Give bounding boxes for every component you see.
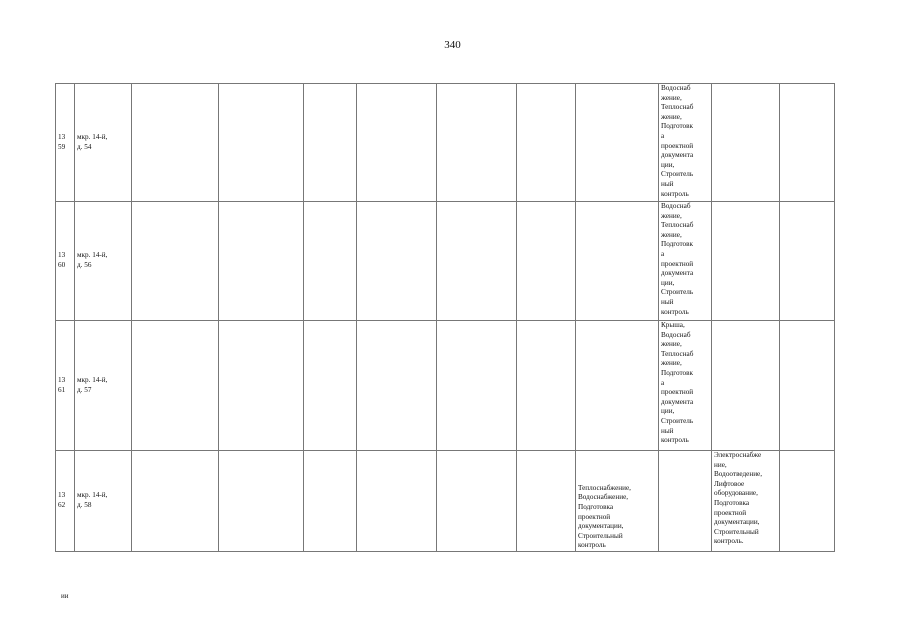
works-cell bbox=[712, 202, 780, 321]
empty-cell bbox=[517, 451, 576, 552]
empty-cell bbox=[357, 321, 437, 451]
address-cell: мкр. 14-й, д. 58 bbox=[75, 451, 132, 552]
empty-cell bbox=[132, 84, 219, 202]
works-cell bbox=[712, 84, 780, 202]
empty-cell bbox=[132, 321, 219, 451]
empty-cell bbox=[304, 451, 357, 552]
row-number: 13 60 bbox=[56, 202, 75, 321]
empty-cell bbox=[304, 202, 357, 321]
table-row bbox=[56, 202, 835, 321]
empty-cell bbox=[780, 321, 835, 451]
empty-cell bbox=[304, 321, 357, 451]
empty-cell bbox=[437, 321, 517, 451]
works-cell: Крыша, Водоснаб жение, Теплоснаб жение, Подготовк а проектной документа ции, Строитель ный контроль bbox=[659, 321, 712, 451]
empty-cell bbox=[132, 202, 219, 321]
works-cell bbox=[576, 321, 659, 451]
empty-cell bbox=[304, 84, 357, 202]
address-cell: мкр. 14-й, д. 57 bbox=[75, 321, 132, 451]
works-cell bbox=[576, 202, 659, 321]
empty-cell bbox=[517, 202, 576, 321]
empty-cell bbox=[219, 451, 304, 552]
footer-mark: ии bbox=[61, 592, 69, 600]
row-number: 13 59 bbox=[56, 84, 75, 202]
empty-cell bbox=[357, 84, 437, 202]
empty-cell bbox=[357, 202, 437, 321]
works-cell: Теплоснабжение, Водоснабжение, Подготовка проектной документации, Строительный контроль bbox=[576, 451, 659, 552]
table-row bbox=[56, 321, 835, 451]
empty-cell bbox=[357, 451, 437, 552]
empty-cell bbox=[132, 451, 219, 552]
works-cell bbox=[659, 451, 712, 552]
address-cell: мкр. 14-й, д. 54 bbox=[75, 84, 132, 202]
empty-cell bbox=[780, 84, 835, 202]
works-cell: Водоснаб жение, Теплоснаб жение, Подготовк а проектной документа ции, Строитель ный контроль bbox=[659, 202, 712, 321]
table-row bbox=[56, 451, 835, 552]
empty-cell bbox=[517, 84, 576, 202]
empty-cell bbox=[517, 321, 576, 451]
works-table bbox=[55, 83, 835, 552]
works-cell: Водоснаб жение, Теплоснаб жение, Подготовк а проектной документа ции, Строитель ный контроль bbox=[659, 84, 712, 202]
row-number: 13 62 bbox=[56, 451, 75, 552]
address-cell: мкр. 14-й, д. 56 bbox=[75, 202, 132, 321]
empty-cell bbox=[219, 202, 304, 321]
page-number: 340 bbox=[444, 39, 461, 51]
empty-cell bbox=[437, 84, 517, 202]
empty-cell bbox=[219, 84, 304, 202]
table-row bbox=[56, 84, 835, 202]
works-cell: Электроснабже ние, Водоотведение, Лифтовое оборудование, Подготовка проектной документации, Строительный контроль. bbox=[712, 451, 780, 552]
empty-cell bbox=[437, 451, 517, 552]
works-cell bbox=[576, 84, 659, 202]
works-cell bbox=[712, 321, 780, 451]
empty-cell bbox=[780, 202, 835, 321]
empty-cell bbox=[780, 451, 835, 552]
row-number: 13 61 bbox=[56, 321, 75, 451]
empty-cell bbox=[219, 321, 304, 451]
empty-cell bbox=[437, 202, 517, 321]
